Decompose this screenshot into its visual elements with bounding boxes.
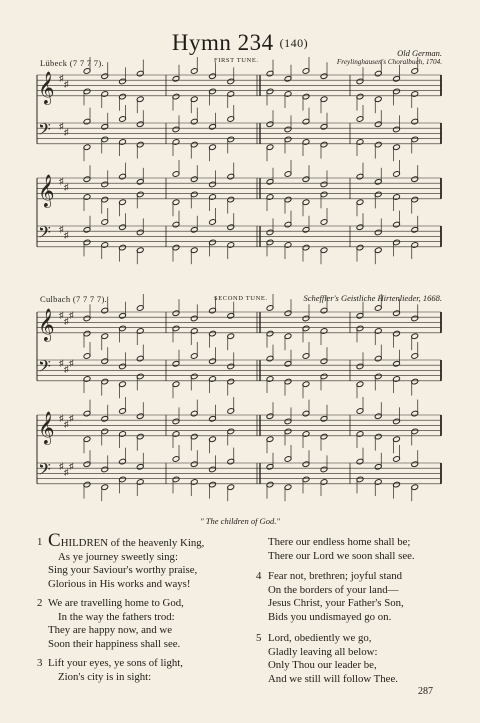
sharp-icon: ♯ xyxy=(64,127,69,137)
verse-3-part-2 xyxy=(268,536,415,563)
verse-5 xyxy=(268,632,398,686)
verse-3-line-1: Lift your eyes, ye sons of light, xyxy=(48,657,183,669)
verse-1-initial: C xyxy=(48,530,61,551)
verse-3-part-1 xyxy=(48,657,183,684)
treble-clef-icon: 𝄞 xyxy=(38,308,55,341)
sharp-icon: ♯ xyxy=(64,230,69,240)
verse-4-line-4: Bids you undismayed go on. xyxy=(268,610,392,623)
verse-1-line-1: HILDREN of the heavenly King, xyxy=(60,537,205,549)
verse-2-line-1: We are travelling home to God, xyxy=(48,597,184,609)
verse-4-line-3: Jesus Christ, your Father's Son, xyxy=(268,597,404,610)
sharp-icon: ♯ xyxy=(59,461,64,471)
verse-4 xyxy=(268,570,404,624)
sharp-icon: ♯ xyxy=(69,358,74,368)
verse-2-number: 2 xyxy=(37,597,43,609)
sharp-icon: ♯ xyxy=(64,79,69,89)
verse-1-line-3: Sing your Saviour's worthy praise, xyxy=(48,564,198,577)
verse-3-line-3: There our endless home shall be; xyxy=(268,536,411,548)
verse-4-line-2: On the borders of your land— xyxy=(268,583,399,596)
verse-1-line-4: Glorious in His works and ways! xyxy=(48,577,191,590)
verse-3-number: 3 xyxy=(37,657,43,669)
verse-5-line-1: Lord, obediently we go, xyxy=(268,632,372,644)
verse-1 xyxy=(48,530,205,591)
verse-2 xyxy=(48,597,184,651)
sharp-icon: ♯ xyxy=(64,467,69,477)
verse-5-line-4: And we still will follow Thee. xyxy=(268,672,398,685)
sharp-icon: ♯ xyxy=(64,364,69,374)
sharp-icon: ♯ xyxy=(69,461,74,471)
verse-1-number: 1 xyxy=(37,536,43,548)
hymn-title-text: Hymn 234 xyxy=(171,30,274,55)
bass-clef-icon: 𝄢 xyxy=(38,222,51,246)
bass-clef-icon: 𝄢 xyxy=(38,356,51,380)
verse-2-line-2: In the way the fathers trod: xyxy=(58,610,175,623)
treble-clef-icon: 𝄞 xyxy=(38,411,55,444)
verse-5-line-3: Only Thou our leader be, xyxy=(268,659,377,672)
sharp-icon: ♯ xyxy=(64,419,69,429)
hymn-caption: " The children of God." xyxy=(200,516,280,526)
bass-clef-icon: 𝄢 xyxy=(38,459,51,483)
sharp-icon: ♯ xyxy=(69,413,74,423)
hymn-number: (140) xyxy=(279,36,309,50)
tune2-label: SECOND TUNE. xyxy=(214,295,268,302)
treble-clef-icon: 𝄞 xyxy=(38,71,55,104)
sharp-icon: ♯ xyxy=(69,310,74,320)
tune2-name: Culbach (7 7 7 7). xyxy=(40,294,108,304)
verse-3-line-2: Zion's city is in sight: xyxy=(58,670,152,683)
verse-4-line-1: Fear not, brethren; joyful stand xyxy=(268,570,403,582)
music-systems xyxy=(37,57,441,501)
treble-clef-icon: 𝄞 xyxy=(38,174,55,207)
sharp-icon: ♯ xyxy=(64,182,69,192)
bass-clef-icon: 𝄢 xyxy=(38,119,51,143)
tune1-attribution: Old German. xyxy=(397,48,442,58)
sharp-icon: ♯ xyxy=(59,73,64,83)
sharp-icon: ♯ xyxy=(59,358,64,368)
tune1-name: Lübeck (7 7 7 7). xyxy=(40,58,104,68)
sharp-icon: ♯ xyxy=(59,176,64,186)
sharp-icon: ♯ xyxy=(59,310,64,320)
verse-4-number: 4 xyxy=(256,570,262,582)
tune1-label: FIRST TUNE. xyxy=(214,57,259,64)
sharp-icon: ♯ xyxy=(59,224,64,234)
sharp-icon: ♯ xyxy=(64,316,69,326)
verse-5-number: 5 xyxy=(256,632,262,644)
verse-2-line-4: Soon their happiness shall see. xyxy=(48,637,181,650)
sharp-icon: ♯ xyxy=(59,413,64,423)
verse-1-line-2: As ye journey sweetly sing: xyxy=(58,550,178,563)
tune2-attribution: Scheffler's Geistliche Hirtenlieder, 1668. xyxy=(303,293,442,303)
sharp-icon: ♯ xyxy=(59,121,64,131)
verse-5-line-2: Gladly leaving all below: xyxy=(268,645,378,658)
verse-3-line-4: There our Lord we soon shall see. xyxy=(268,549,415,562)
verse-2-line-3: They are happy now, and we xyxy=(48,624,173,637)
tune1-source: Freylinghausen's Choralbuch, 1704. xyxy=(336,58,442,66)
page-number: 287 xyxy=(418,686,433,697)
